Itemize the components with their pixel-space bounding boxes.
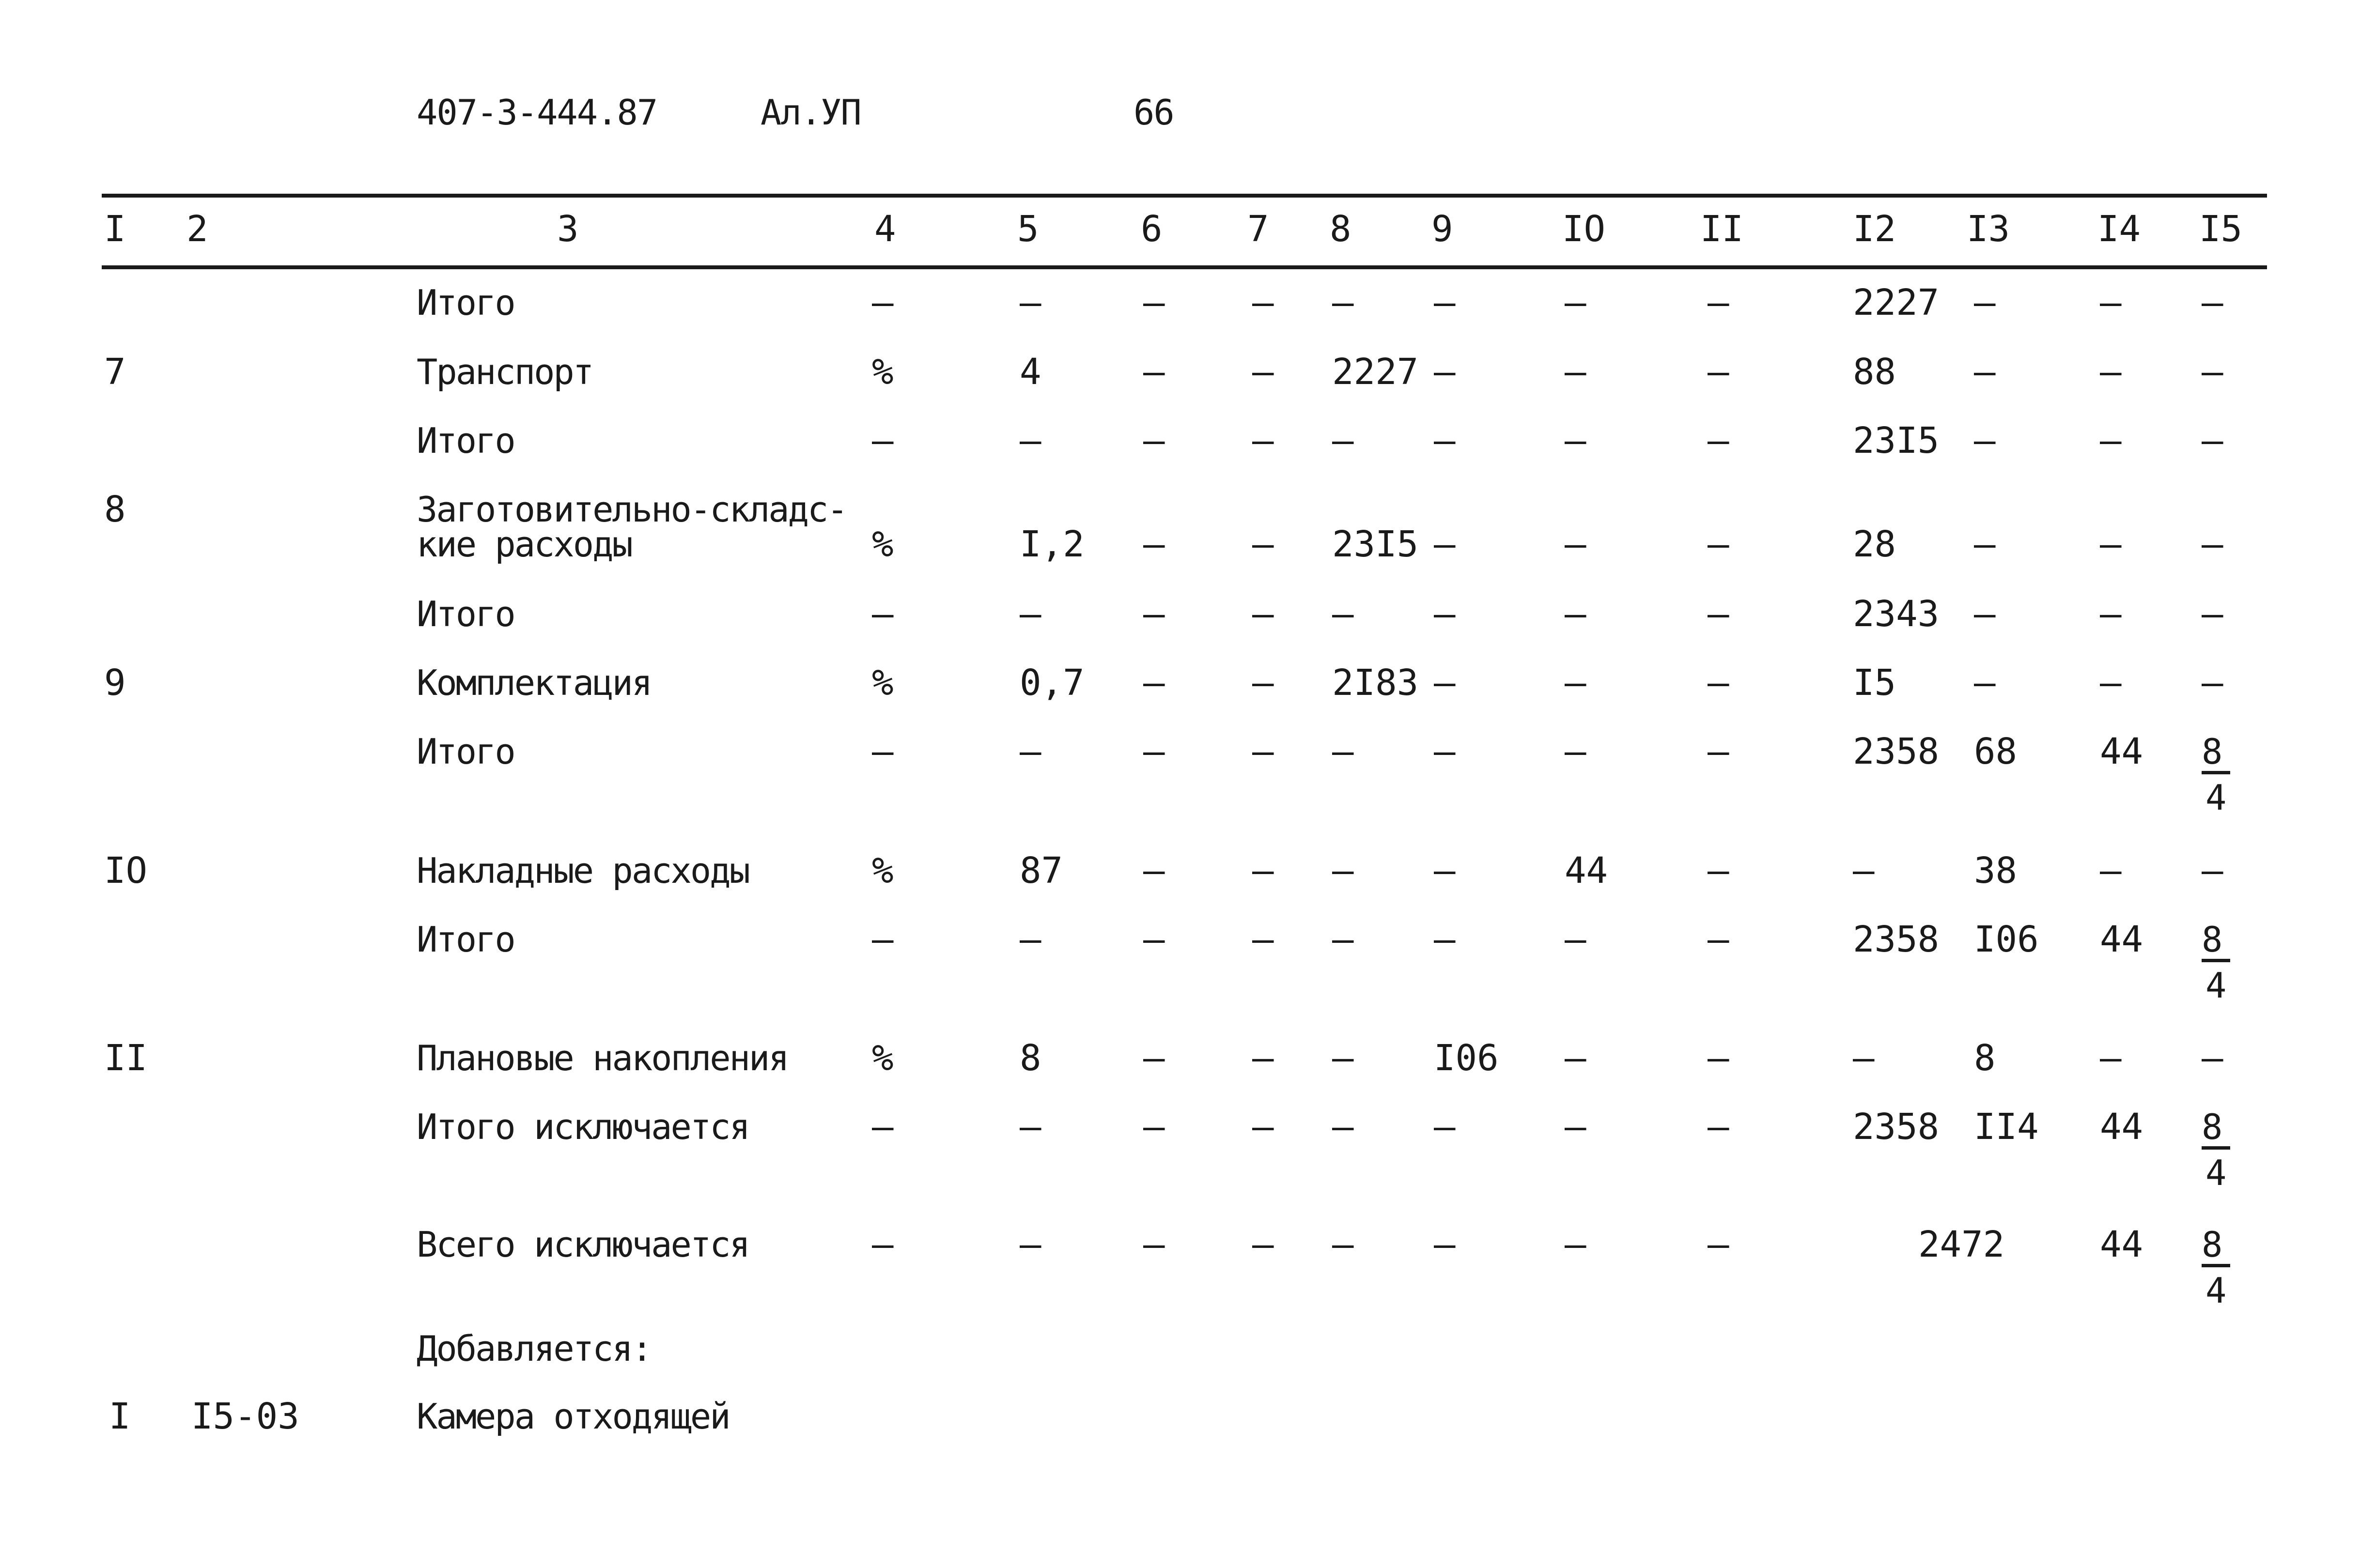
cell-col6: – xyxy=(1143,662,1165,704)
col-header-10: IO xyxy=(1562,208,1606,250)
cell-col15: – xyxy=(2202,523,2223,565)
cell-col7: – xyxy=(1252,420,1274,461)
cell-col4: % xyxy=(872,662,894,704)
cell-col8: – xyxy=(1332,850,1354,892)
fraction-numerator: 8 xyxy=(2202,920,2230,962)
cell-col9: I06 xyxy=(1434,1037,1499,1079)
cell-col10: – xyxy=(1565,420,1586,461)
cell-col6: – xyxy=(1143,850,1165,892)
cell-col9: – xyxy=(1434,919,1456,960)
cell-col10: – xyxy=(1565,523,1586,565)
cell-col6: – xyxy=(1143,919,1165,960)
row-name: Накладные расходы xyxy=(417,850,749,891)
cell-col11: – xyxy=(1708,593,1729,635)
cell-col4: % xyxy=(872,523,894,565)
fraction-denominator: 4 xyxy=(2205,1270,2227,1311)
cell-col6: – xyxy=(1143,282,1165,323)
header-bottom-rule xyxy=(102,265,2267,269)
cell-col9: – xyxy=(1434,282,1456,323)
cell-col14: – xyxy=(2100,523,2122,565)
table-row xyxy=(0,663,2376,731)
cell-col1: IO xyxy=(104,850,148,892)
cell-col10: 44 xyxy=(1565,850,1608,892)
cell-col15: – xyxy=(2202,282,2223,323)
row-name: Итого xyxy=(417,731,514,772)
cell-col15-fraction xyxy=(2202,920,2230,1005)
cell-col10: – xyxy=(1565,1224,1586,1265)
cell-col11: – xyxy=(1708,523,1729,565)
row-name: Добавляется: xyxy=(417,1328,652,1369)
cell-col14: – xyxy=(2100,593,2122,635)
cell-col4: – xyxy=(872,731,894,772)
cell-col11: – xyxy=(1708,1106,1729,1148)
cell-col14: – xyxy=(2100,662,2122,704)
cell-col7: – xyxy=(1252,919,1274,960)
cell-col5: I,2 xyxy=(1020,523,1085,565)
cell-col15-fraction xyxy=(2202,1225,2230,1310)
cell-col10: – xyxy=(1565,282,1586,323)
fraction-numerator: 8 xyxy=(2202,1107,2230,1150)
cell-col12: 2343 xyxy=(1853,593,1940,635)
col-header-14: I4 xyxy=(2097,208,2141,250)
cell-col15: – xyxy=(2202,850,2223,892)
cell-col14: 44 xyxy=(2100,1224,2143,1265)
cell-col4: – xyxy=(872,420,894,461)
cell-col13: – xyxy=(1974,282,1996,323)
cell-col4: – xyxy=(872,282,894,323)
fraction-numerator: 8 xyxy=(2202,1225,2230,1267)
cell-col11: – xyxy=(1708,420,1729,461)
cell-col5: 87 xyxy=(1020,850,1063,892)
cell-col8: – xyxy=(1332,1037,1354,1079)
cell-col15: – xyxy=(2202,420,2223,461)
row-name: Всего исключается xyxy=(417,1224,749,1265)
cell-col4: – xyxy=(872,1106,894,1148)
cell-col7: – xyxy=(1252,593,1274,635)
cell-col9: – xyxy=(1434,1224,1456,1265)
fraction-denominator: 4 xyxy=(2205,1153,2227,1193)
cell-col11: – xyxy=(1708,662,1729,704)
sheet-label: Ал.УП xyxy=(761,92,861,133)
cell-col7: – xyxy=(1252,662,1274,704)
cell-col8: – xyxy=(1332,282,1354,323)
table-row xyxy=(0,421,2376,489)
cell-col15: – xyxy=(2202,351,2223,393)
cell-col12-13: 2472 xyxy=(1918,1224,2005,1265)
table-row xyxy=(0,1039,2376,1107)
table-row xyxy=(0,353,2376,420)
cell-col8: – xyxy=(1332,919,1354,960)
cell-col6: – xyxy=(1143,420,1165,461)
cell-col7: – xyxy=(1252,523,1274,565)
cell-col9: – xyxy=(1434,523,1456,565)
cell-col10: – xyxy=(1565,1106,1586,1148)
fraction-denominator: 4 xyxy=(2205,777,2227,818)
table-row xyxy=(0,283,2376,351)
cell-col14: 44 xyxy=(2100,1106,2143,1148)
cell-col11: – xyxy=(1708,1037,1729,1079)
cell-col7: – xyxy=(1252,1106,1274,1148)
cell-col8: – xyxy=(1332,1106,1354,1148)
cell-col7: – xyxy=(1252,351,1274,393)
row-name: Камера отходящей xyxy=(417,1396,730,1437)
cell-col8: – xyxy=(1332,593,1354,635)
cell-col5: – xyxy=(1020,282,1041,323)
cell-col14: 44 xyxy=(2100,731,2143,772)
cell-col11: – xyxy=(1708,731,1729,772)
cell-col6: – xyxy=(1143,1037,1165,1079)
cell-col11: – xyxy=(1708,1224,1729,1265)
cell-col13: – xyxy=(1974,351,1996,393)
cell-col11: – xyxy=(1708,850,1729,892)
cell-col14: – xyxy=(2100,1037,2122,1079)
cell-col10: – xyxy=(1565,351,1586,393)
cell-col9: – xyxy=(1434,662,1456,704)
cell-col7: – xyxy=(1252,850,1274,892)
row-name: Транспорт xyxy=(417,352,593,392)
col-header-2: 2 xyxy=(186,208,208,250)
row-name: Итого xyxy=(417,420,514,461)
cell-col9: – xyxy=(1434,351,1456,393)
table-row xyxy=(0,732,2376,824)
cell-col7: – xyxy=(1252,282,1274,323)
cell-col8: – xyxy=(1332,731,1354,772)
cell-col5: 0,7 xyxy=(1020,662,1085,704)
col-header-13: I3 xyxy=(1967,208,2010,250)
cell-col13: – xyxy=(1974,420,1996,461)
cell-col6: – xyxy=(1143,731,1165,772)
cell-col12: 2358 xyxy=(1853,1106,1940,1148)
cell-col13: – xyxy=(1974,662,1996,704)
table-row xyxy=(0,595,2376,662)
cell-col6: – xyxy=(1143,1106,1165,1148)
cell-col5: – xyxy=(1020,731,1041,772)
fraction-denominator: 4 xyxy=(2205,965,2227,1006)
cell-col10: – xyxy=(1565,662,1586,704)
cell-col8: 2I83 xyxy=(1332,662,1419,704)
cell-col15: – xyxy=(2202,1037,2223,1079)
cell-col2: I5-03 xyxy=(191,1396,299,1437)
cell-col14: 44 xyxy=(2100,919,2143,960)
cell-col1: 7 xyxy=(104,351,126,393)
cell-col6: – xyxy=(1143,1224,1165,1265)
cell-col13: 8 xyxy=(1974,1037,1996,1079)
cell-col13: 68 xyxy=(1974,731,2018,772)
cell-col13: – xyxy=(1974,523,1996,565)
cell-col13: – xyxy=(1974,593,1996,635)
cell-col13: I06 xyxy=(1974,919,2039,960)
cell-col7: – xyxy=(1252,1037,1274,1079)
row-name: Комплектация xyxy=(417,662,652,703)
cell-col4: % xyxy=(872,850,894,892)
cell-col11: – xyxy=(1708,351,1729,393)
col-header-7: 7 xyxy=(1247,208,1269,250)
cell-col12: 2358 xyxy=(1853,731,1940,772)
cell-col6: – xyxy=(1143,593,1165,635)
cell-col9: – xyxy=(1434,850,1456,892)
cell-col1: 9 xyxy=(104,662,126,704)
cell-col9: – xyxy=(1434,420,1456,461)
cell-col5: – xyxy=(1020,420,1041,461)
cell-col8: 2227 xyxy=(1332,351,1419,393)
table-row xyxy=(0,1107,2376,1199)
cell-col7: – xyxy=(1252,1224,1274,1265)
cell-col8: 23I5 xyxy=(1332,523,1419,565)
cell-col13: II4 xyxy=(1974,1106,2039,1148)
cell-col12: I5 xyxy=(1853,662,1896,704)
cell-col7: – xyxy=(1252,731,1274,772)
row-name: Плановые накопления xyxy=(417,1038,788,1078)
cell-col12: – xyxy=(1853,1037,1875,1079)
cell-col6: – xyxy=(1143,351,1165,393)
cell-col12: 28 xyxy=(1853,523,1896,565)
cell-col11: – xyxy=(1708,282,1729,323)
cell-col15: – xyxy=(2202,593,2223,635)
col-header-6: 6 xyxy=(1141,208,1163,250)
cell-col14: – xyxy=(2100,420,2122,461)
cell-col6: – xyxy=(1143,523,1165,565)
cell-col10: – xyxy=(1565,1037,1586,1079)
cell-col13: 38 xyxy=(1974,850,2018,892)
cell-col4: – xyxy=(872,593,894,635)
col-header-4: 4 xyxy=(874,208,896,250)
cell-col10: – xyxy=(1565,593,1586,635)
row-name: Заготовительно-складс- xyxy=(417,489,847,530)
cell-col5: – xyxy=(1020,919,1041,960)
col-header-3: 3 xyxy=(557,208,579,250)
row-name-continued: кие расходы xyxy=(417,524,632,565)
table-row xyxy=(0,920,2376,1012)
cell-col12: 88 xyxy=(1853,351,1896,393)
cell-col12: 2358 xyxy=(1853,919,1940,960)
col-header-11: II xyxy=(1700,208,1744,250)
row-name: Итого xyxy=(417,282,514,323)
cell-col5: 8 xyxy=(1020,1037,1041,1079)
cell-col9: – xyxy=(1434,1106,1456,1148)
col-header-8: 8 xyxy=(1330,208,1351,250)
row-name: Итого исключается xyxy=(417,1107,749,1147)
cell-col4: – xyxy=(872,919,894,960)
cell-col11: – xyxy=(1708,919,1729,960)
cell-col8: – xyxy=(1332,420,1354,461)
col-header-1: I xyxy=(104,208,126,250)
cell-col5: – xyxy=(1020,1106,1041,1148)
cell-col9: – xyxy=(1434,593,1456,635)
cell-col12: 23I5 xyxy=(1853,420,1940,461)
document-code: 407-3-444.87 xyxy=(417,92,657,133)
cell-col5: – xyxy=(1020,593,1041,635)
col-header-5: 5 xyxy=(1017,208,1039,250)
cell-col8: – xyxy=(1332,1224,1354,1265)
table-row xyxy=(0,1225,2376,1317)
top-rule xyxy=(102,194,2267,198)
cell-col4: – xyxy=(872,1224,894,1265)
cell-col15-fraction xyxy=(2202,732,2230,817)
fraction-numerator: 8 xyxy=(2202,732,2230,774)
cell-col4: % xyxy=(872,351,894,393)
cell-col1: I xyxy=(109,1396,131,1437)
cell-col5: 4 xyxy=(1020,351,1041,393)
table-row xyxy=(0,490,2376,577)
col-header-15: I5 xyxy=(2199,208,2243,250)
table-row xyxy=(0,1397,2376,1465)
cell-col4: % xyxy=(872,1037,894,1079)
cell-col9: – xyxy=(1434,731,1456,772)
cell-col15: – xyxy=(2202,662,2223,704)
table-row xyxy=(0,1329,2376,1397)
cell-col14: – xyxy=(2100,850,2122,892)
cell-col5: – xyxy=(1020,1224,1041,1265)
row-name: Итого xyxy=(417,594,514,634)
row-name: Итого xyxy=(417,919,514,960)
cell-col15-fraction xyxy=(2202,1107,2230,1192)
page-number: 66 xyxy=(1134,92,1174,133)
cell-col14: – xyxy=(2100,351,2122,393)
cell-col1: II xyxy=(104,1037,148,1079)
cell-col10: – xyxy=(1565,731,1586,772)
cell-col1: 8 xyxy=(104,489,126,530)
cell-col10: – xyxy=(1565,919,1586,960)
cell-col12: – xyxy=(1853,850,1875,892)
cell-col12: 2227 xyxy=(1853,282,1940,323)
col-header-9: 9 xyxy=(1431,208,1453,250)
col-header-12: I2 xyxy=(1853,208,1896,250)
cell-col14: – xyxy=(2100,282,2122,323)
table-row xyxy=(0,851,2376,919)
